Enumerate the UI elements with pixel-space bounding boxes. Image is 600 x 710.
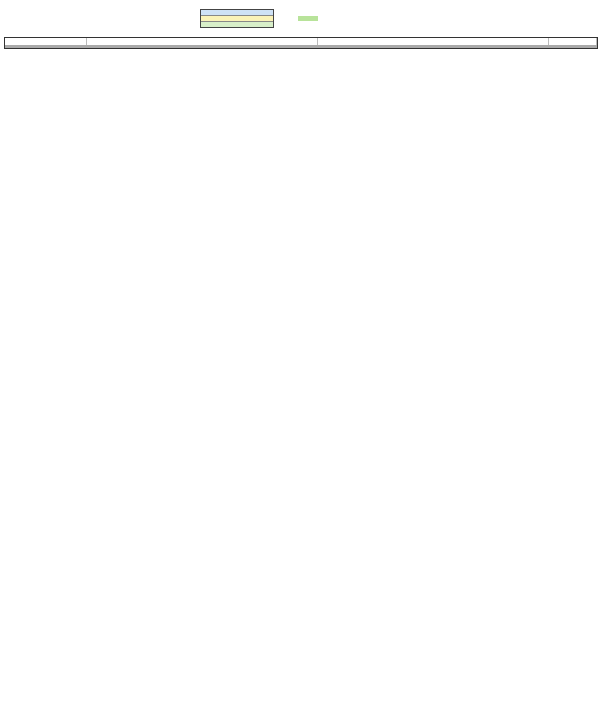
legend-growth-swatch — [298, 16, 318, 21]
header-group-row — [5, 38, 597, 46]
legend-tpp — [201, 22, 273, 27]
legend — [200, 9, 274, 28]
header-2023 — [318, 38, 549, 45]
header-blank — [5, 38, 87, 45]
header-2024 — [87, 38, 318, 45]
header-sub-row — [5, 47, 597, 48]
export-table — [4, 37, 598, 49]
header-compare — [549, 38, 597, 45]
